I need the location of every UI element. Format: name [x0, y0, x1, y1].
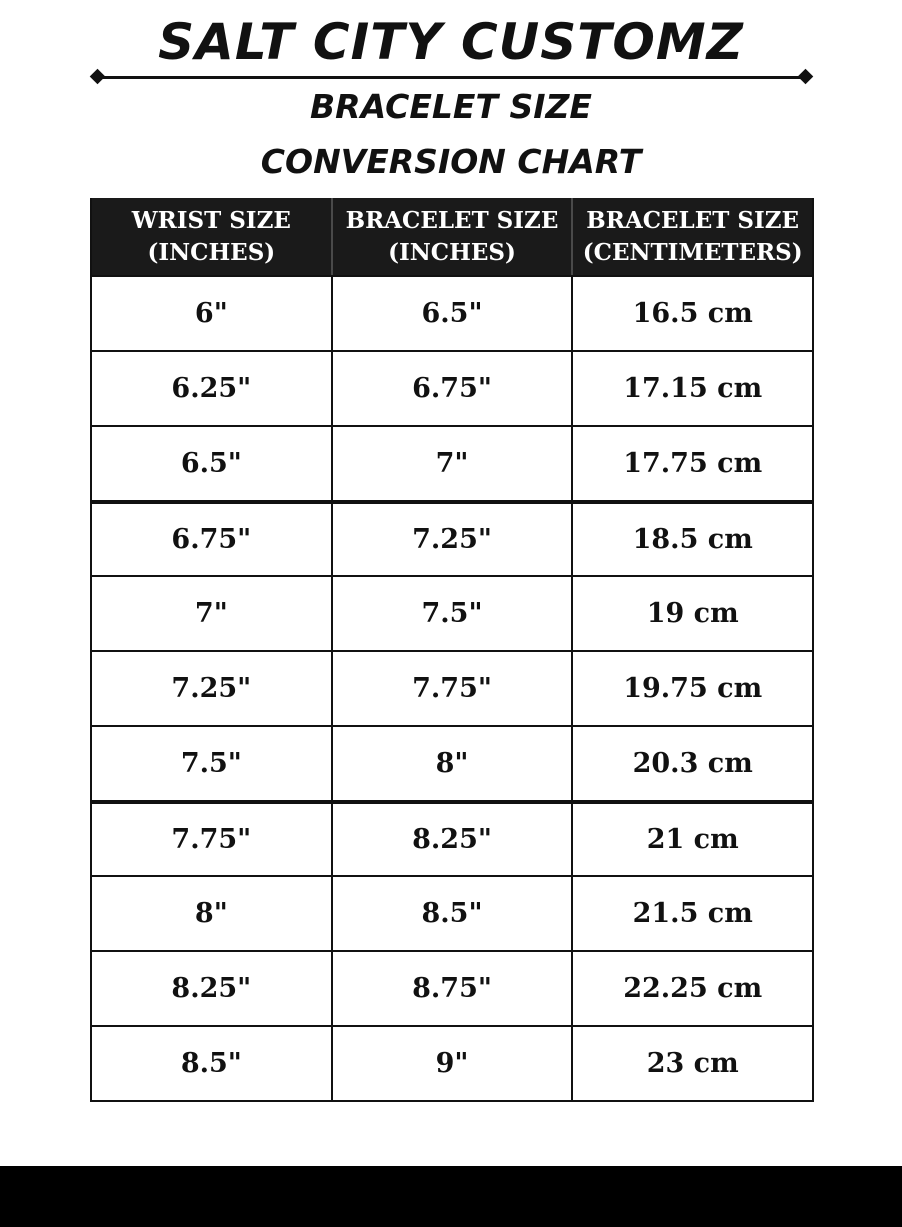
footer-bar — [0, 1166, 902, 1227]
cell-wrist: 7" — [194, 598, 228, 629]
header-bracelet-inches — [331, 198, 572, 275]
brand-title: SALT CITY CUSTOMZ — [158, 13, 744, 71]
cell-bracelet-in: 8.75" — [331, 952, 572, 1025]
cell-bracelet-in: 8.5" — [331, 877, 572, 950]
header-wrist-size — [92, 198, 331, 275]
cell-bracelet-cm: 16.5 cm — [571, 277, 812, 350]
cell-wrist: 7.5" — [180, 748, 242, 779]
cell-bracelet-in: 8" — [331, 727, 572, 800]
table-header — [92, 198, 812, 275]
chart-title-line2: CONVERSION CHART — [260, 142, 642, 181]
cell-wrist: 6" — [194, 298, 228, 329]
cell-bracelet-in: 7" — [331, 427, 572, 500]
header-line: WRIST SIZE — [131, 206, 291, 234]
cell-bracelet-cm: 20.3 cm — [571, 727, 812, 800]
cell-bracelet-in: 9" — [331, 1027, 572, 1100]
title-divider — [98, 76, 804, 79]
table-row — [92, 275, 812, 350]
table-row — [92, 500, 812, 575]
table-row — [92, 725, 812, 800]
cell-bracelet-cm: 21.5 cm — [571, 877, 812, 950]
table-row — [92, 575, 812, 650]
table-row — [92, 425, 812, 500]
cell-bracelet-in: 6.5" — [331, 277, 572, 350]
cell-bracelet-in: 8.25" — [331, 804, 572, 875]
cell-wrist: 8.25" — [171, 973, 252, 1004]
cell-bracelet-cm: 17.75 cm — [571, 427, 812, 500]
header-line: (INCHES) — [147, 238, 276, 266]
cell-bracelet-cm: 19.75 cm — [571, 652, 812, 725]
cell-wrist: 6.25" — [171, 373, 252, 404]
table-row — [92, 1025, 812, 1100]
cell-wrist: 7.75" — [171, 824, 252, 855]
cell-bracelet-in: 6.75" — [331, 352, 572, 425]
header-line: (CENTIMETERS) — [582, 238, 803, 266]
table-row — [92, 350, 812, 425]
cell-bracelet-in: 7.75" — [331, 652, 572, 725]
cell-wrist: 7.25" — [171, 673, 252, 704]
header-line: BRACELET SIZE — [345, 206, 559, 234]
table-row — [92, 950, 812, 1025]
cell-bracelet-cm: 22.25 cm — [571, 952, 812, 1025]
cell-bracelet-cm: 21 cm — [571, 804, 812, 875]
cell-bracelet-cm: 23 cm — [571, 1027, 812, 1100]
chart-title-line1: BRACELET SIZE — [310, 87, 592, 126]
conversion-table — [90, 198, 814, 1102]
cell-wrist: 8" — [194, 898, 228, 929]
cell-bracelet-cm: 19 cm — [571, 577, 812, 650]
cell-bracelet-cm: 18.5 cm — [571, 504, 812, 575]
cell-wrist: 6.5" — [180, 448, 242, 479]
table-row — [92, 650, 812, 725]
cell-wrist: 8.5" — [180, 1048, 242, 1079]
table-row — [92, 800, 812, 875]
cell-bracelet-in: 7.5" — [331, 577, 572, 650]
header-line: (INCHES) — [388, 238, 516, 266]
cell-bracelet-cm: 17.15 cm — [571, 352, 812, 425]
header-bracelet-cm — [571, 198, 812, 275]
cell-bracelet-in: 7.25" — [331, 504, 572, 575]
header-line: BRACELET SIZE — [586, 206, 800, 234]
table-row — [92, 875, 812, 950]
cell-wrist: 6.75" — [171, 524, 252, 555]
